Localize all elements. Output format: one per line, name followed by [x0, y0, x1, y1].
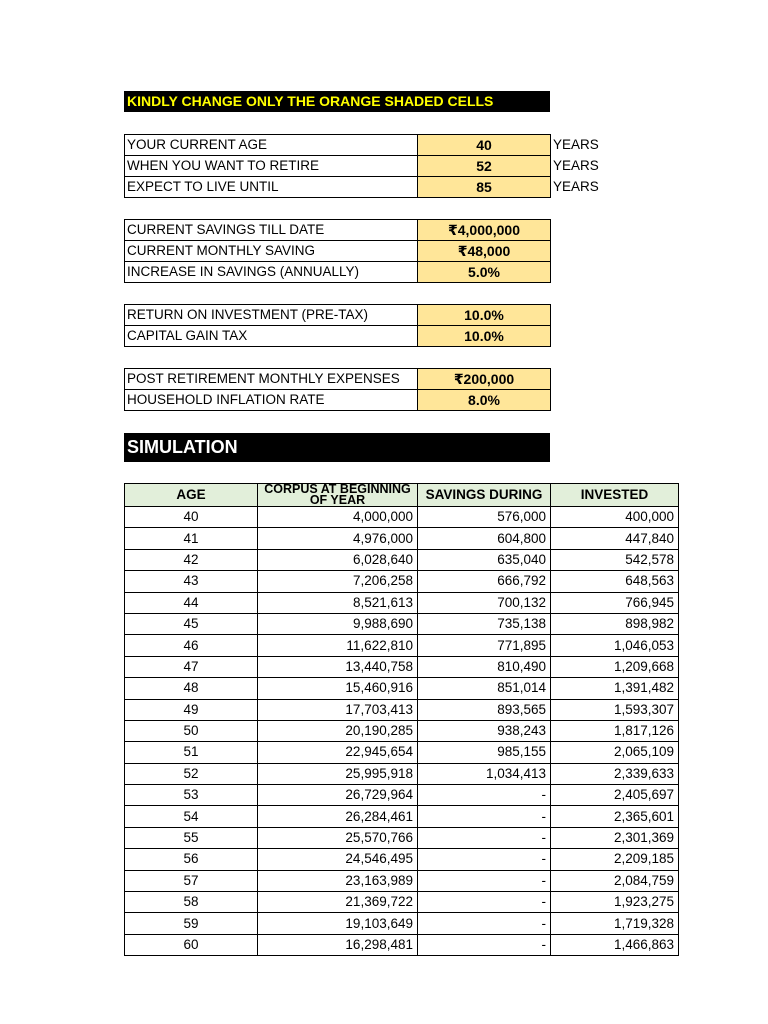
- corpus-cell: 11,622,810: [258, 635, 418, 656]
- savings-cell: 604,800: [418, 528, 551, 549]
- input-row: [125, 262, 611, 283]
- table-row: [125, 785, 679, 806]
- simulation-header-row: [125, 484, 679, 507]
- savings-cell: 700,132: [418, 592, 551, 613]
- input-row: [125, 135, 611, 156]
- age-cell: 54: [125, 806, 258, 827]
- table-row: [125, 827, 679, 848]
- table-row: [125, 528, 679, 549]
- invested-cell: 2,065,109: [551, 742, 679, 763]
- input-label: WHEN YOU WANT TO RETIRE: [125, 156, 418, 177]
- input-unit: [551, 241, 611, 262]
- invested-cell: 447,840: [551, 528, 679, 549]
- table-row: [125, 763, 679, 784]
- savings-cell: 893,565: [418, 699, 551, 720]
- input-unit: [551, 305, 611, 326]
- savings-cell: -: [418, 892, 551, 913]
- input-unit: [551, 369, 611, 390]
- table-row: [125, 613, 679, 634]
- age-cell: 46: [125, 635, 258, 656]
- age-cell: 44: [125, 592, 258, 613]
- header-savings: SAVINGS DURING: [418, 484, 551, 507]
- input-unit: [551, 262, 611, 283]
- corpus-cell: 15,460,916: [258, 678, 418, 699]
- invested-cell: 1,719,328: [551, 913, 679, 934]
- corpus-cell: 25,570,766: [258, 827, 418, 848]
- input-row: [125, 177, 611, 198]
- input-label: INCREASE IN SAVINGS (ANNUALLY): [125, 262, 418, 283]
- corpus-cell: 16,298,481: [258, 934, 418, 955]
- invested-cell: 2,084,759: [551, 870, 679, 891]
- invested-cell: 766,945: [551, 592, 679, 613]
- input-unit: YEARS: [553, 137, 599, 152]
- table-row: [125, 806, 679, 827]
- invested-cell: 2,405,697: [551, 785, 679, 806]
- input-value-cell[interactable]: 85: [418, 177, 551, 198]
- invested-cell: 2,339,633: [551, 763, 679, 784]
- invested-cell: 1,046,053: [551, 635, 679, 656]
- header-corpus: CORPUS AT BEGINNING OF YEAR: [258, 484, 418, 507]
- savings-cell: -: [418, 870, 551, 891]
- input-row: [125, 241, 611, 262]
- input-row: [125, 390, 611, 411]
- corpus-cell: 9,988,690: [258, 613, 418, 634]
- corpus-cell: 13,440,758: [258, 656, 418, 677]
- input-label: CURRENT MONTHLY SAVING: [125, 241, 418, 262]
- invested-cell: 1,817,126: [551, 720, 679, 741]
- corpus-cell: 21,369,722: [258, 892, 418, 913]
- input-group: [124, 219, 611, 283]
- input-label: EXPECT TO LIVE UNTIL: [125, 177, 418, 198]
- corpus-cell: 4,000,000: [258, 507, 418, 528]
- input-unit: YEARS: [553, 158, 599, 173]
- input-value-cell[interactable]: 10.0%: [418, 326, 551, 347]
- invested-cell: 1,923,275: [551, 892, 679, 913]
- input-label: RETURN ON INVESTMENT (PRE-TAX): [125, 305, 418, 326]
- table-row: [125, 678, 679, 699]
- input-label: CURRENT SAVINGS TILL DATE: [125, 220, 418, 241]
- input-value-cell[interactable]: ₹200,000: [418, 369, 551, 390]
- input-label: YOUR CURRENT AGE: [125, 135, 418, 156]
- table-row: [125, 699, 679, 720]
- table-row: [125, 592, 679, 613]
- table-row: [125, 870, 679, 891]
- age-cell: 41: [125, 528, 258, 549]
- table-row: [125, 934, 679, 955]
- table-row: [125, 635, 679, 656]
- header-invested: INVESTED: [551, 484, 679, 507]
- table-row: [125, 549, 679, 570]
- input-group: [124, 134, 611, 198]
- invested-cell: 1,209,668: [551, 656, 679, 677]
- invested-cell: 898,982: [551, 613, 679, 634]
- savings-cell: -: [418, 913, 551, 934]
- input-value-cell[interactable]: 10.0%: [418, 305, 551, 326]
- table-row: [125, 849, 679, 870]
- input-value-cell[interactable]: 8.0%: [418, 390, 551, 411]
- input-value-cell[interactable]: ₹4,000,000: [418, 220, 551, 241]
- savings-cell: -: [418, 785, 551, 806]
- age-cell: 57: [125, 870, 258, 891]
- input-row: [125, 156, 611, 177]
- input-row: [125, 369, 611, 390]
- input-group: [124, 368, 611, 411]
- age-cell: 58: [125, 892, 258, 913]
- age-cell: 56: [125, 849, 258, 870]
- age-cell: 45: [125, 613, 258, 634]
- table-row: [125, 656, 679, 677]
- savings-cell: 985,155: [418, 742, 551, 763]
- age-cell: 43: [125, 571, 258, 592]
- input-value-cell[interactable]: 5.0%: [418, 262, 551, 283]
- age-cell: 52: [125, 763, 258, 784]
- corpus-cell: 8,521,613: [258, 592, 418, 613]
- invested-cell: 1,466,863: [551, 934, 679, 955]
- savings-cell: -: [418, 827, 551, 848]
- table-row: [125, 742, 679, 763]
- input-label: CAPITAL GAIN TAX: [125, 326, 418, 347]
- invested-cell: 1,593,307: [551, 699, 679, 720]
- simulation-title: SIMULATION: [124, 433, 550, 462]
- invested-cell: 400,000: [551, 507, 679, 528]
- savings-cell: 1,034,413: [418, 763, 551, 784]
- input-label: POST RETIREMENT MONTHLY EXPENSES: [125, 369, 418, 390]
- input-value-cell[interactable]: 40: [418, 135, 551, 156]
- savings-cell: 666,792: [418, 571, 551, 592]
- corpus-cell: 19,103,649: [258, 913, 418, 934]
- age-cell: 49: [125, 699, 258, 720]
- age-cell: 59: [125, 913, 258, 934]
- corpus-cell: 24,546,495: [258, 849, 418, 870]
- corpus-cell: 17,703,413: [258, 699, 418, 720]
- age-cell: 60: [125, 934, 258, 955]
- invested-cell: 1,391,482: [551, 678, 679, 699]
- corpus-cell: 22,945,654: [258, 742, 418, 763]
- input-unit: [551, 390, 611, 411]
- corpus-cell: 26,729,964: [258, 785, 418, 806]
- invested-cell: 2,301,369: [551, 827, 679, 848]
- savings-cell: -: [418, 806, 551, 827]
- simulation-table: [124, 483, 679, 956]
- age-cell: 55: [125, 827, 258, 848]
- input-unit: [551, 326, 611, 347]
- age-cell: 42: [125, 549, 258, 570]
- savings-cell: 771,895: [418, 635, 551, 656]
- savings-cell: -: [418, 934, 551, 955]
- input-row: [125, 220, 611, 241]
- age-cell: 48: [125, 678, 258, 699]
- input-value-cell[interactable]: 52: [418, 156, 551, 177]
- age-cell: 53: [125, 785, 258, 806]
- age-cell: 50: [125, 720, 258, 741]
- input-group: [124, 304, 611, 347]
- table-row: [125, 507, 679, 528]
- invested-cell: 2,209,185: [551, 849, 679, 870]
- input-label: HOUSEHOLD INFLATION RATE: [125, 390, 418, 411]
- savings-cell: 938,243: [418, 720, 551, 741]
- input-row: [125, 305, 611, 326]
- table-row: [125, 892, 679, 913]
- age-cell: 40: [125, 507, 258, 528]
- input-unit: [551, 220, 611, 241]
- corpus-cell: 7,206,258: [258, 571, 418, 592]
- invested-cell: 2,365,601: [551, 806, 679, 827]
- invested-cell: 648,563: [551, 571, 679, 592]
- savings-cell: 576,000: [418, 507, 551, 528]
- table-row: [125, 913, 679, 934]
- savings-cell: 635,040: [418, 549, 551, 570]
- corpus-cell: 6,028,640: [258, 549, 418, 570]
- savings-cell: 851,014: [418, 678, 551, 699]
- table-row: [125, 720, 679, 741]
- savings-cell: 810,490: [418, 656, 551, 677]
- corpus-cell: 4,976,000: [258, 528, 418, 549]
- corpus-cell: 25,995,918: [258, 763, 418, 784]
- corpus-cell: 26,284,461: [258, 806, 418, 827]
- corpus-cell: 23,163,989: [258, 870, 418, 891]
- age-cell: 47: [125, 656, 258, 677]
- corpus-cell: 20,190,285: [258, 720, 418, 741]
- instruction-banner: KINDLY CHANGE ONLY THE ORANGE SHADED CELLS: [124, 91, 550, 112]
- input-value-cell[interactable]: ₹48,000: [418, 241, 551, 262]
- input-unit: YEARS: [553, 179, 599, 194]
- savings-cell: 735,138: [418, 613, 551, 634]
- age-cell: 51: [125, 742, 258, 763]
- input-row: [125, 326, 611, 347]
- table-row: [125, 571, 679, 592]
- savings-cell: -: [418, 849, 551, 870]
- header-age: AGE: [125, 484, 258, 507]
- invested-cell: 542,578: [551, 549, 679, 570]
